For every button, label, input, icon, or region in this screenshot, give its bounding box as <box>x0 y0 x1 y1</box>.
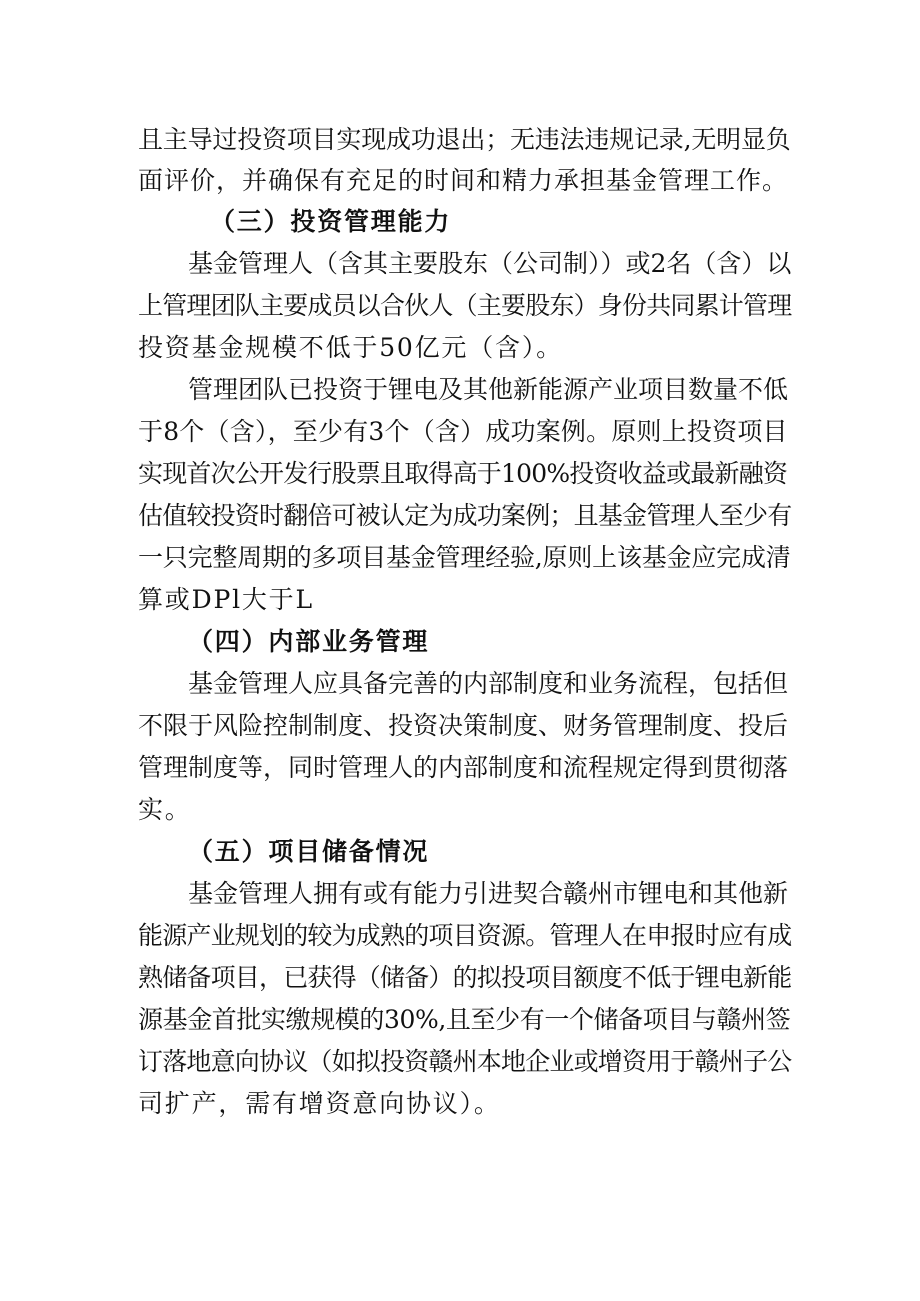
paragraph-line: 基金管理人（含其主要股东（公司制））或2名（含）以 <box>188 249 792 278</box>
section-heading-investment-management: （三）投资管理能力 <box>210 207 452 236</box>
paragraph-line: 于8个（含），至少有3个（含）成功案例。原则上投资项目 <box>138 417 788 446</box>
paragraph-line: 熟储备项目，已获得（储备）的拟投项目额度不低于锂电新能 <box>138 963 792 992</box>
paragraph-line: 算或DPl大于L <box>138 585 314 614</box>
paragraph-line: 投资基金规模不低于50亿元（含）。 <box>138 333 563 362</box>
section-heading-project-reserve: （五）项目储备情况 <box>188 837 430 866</box>
paragraph-line: 管理制度等，同时管理人的内部制度和流程规定得到贯彻落 <box>138 753 789 782</box>
paragraph-line: 基金管理人拥有或有能力引进契合赣州市锂电和其他新 <box>188 879 789 908</box>
paragraph-line: 管理团队已投资于锂电及其他新能源产业项目数量不低 <box>188 375 789 404</box>
paragraph-line: 估值较投资时翻倍可被认定为成功案例；且基金管理人至少有 <box>138 501 792 530</box>
paragraph-line: 一只完整周期的多项目基金管理经验,原则上该基金应完成清 <box>138 543 791 572</box>
paragraph-line: 面评价，并确保有充足的时间和精力承担基金管理工作。 <box>138 166 789 195</box>
section-heading-internal-management: （四）内部业务管理 <box>188 627 430 656</box>
paragraph-line: 能源产业规划的较为成熟的项目资源。管理人在申报时应有成 <box>138 921 792 950</box>
paragraph-line: 实现首次公开发行股票且取得高于100%投资收益或最新融资 <box>138 459 788 488</box>
paragraph-line: 不限于风险控制制度、投资决策制度、财务管理制度、投后 <box>138 711 789 740</box>
paragraph-line: 实。 <box>138 795 192 824</box>
paragraph-line: 司扩产，需有增资意向协议）。 <box>138 1089 501 1118</box>
paragraph-line: 基金管理人应具备完善的内部制度和业务流程，包括但 <box>188 669 789 698</box>
paragraph-line: 订落地意向协议（如拟投资赣州本地企业或增资用于赣州子公 <box>138 1047 792 1076</box>
paragraph-line: 且主导过投资项目实现成功退出；无违法违规记录,无明显负 <box>138 125 791 154</box>
paragraph-line: 源基金首批实缴规模的30%,且至少有一个储备项目与赣州签 <box>138 1005 791 1034</box>
paragraph-line: 上管理团队主要成员以合伙人（主要股东）身份共同累计管理 <box>138 291 792 320</box>
